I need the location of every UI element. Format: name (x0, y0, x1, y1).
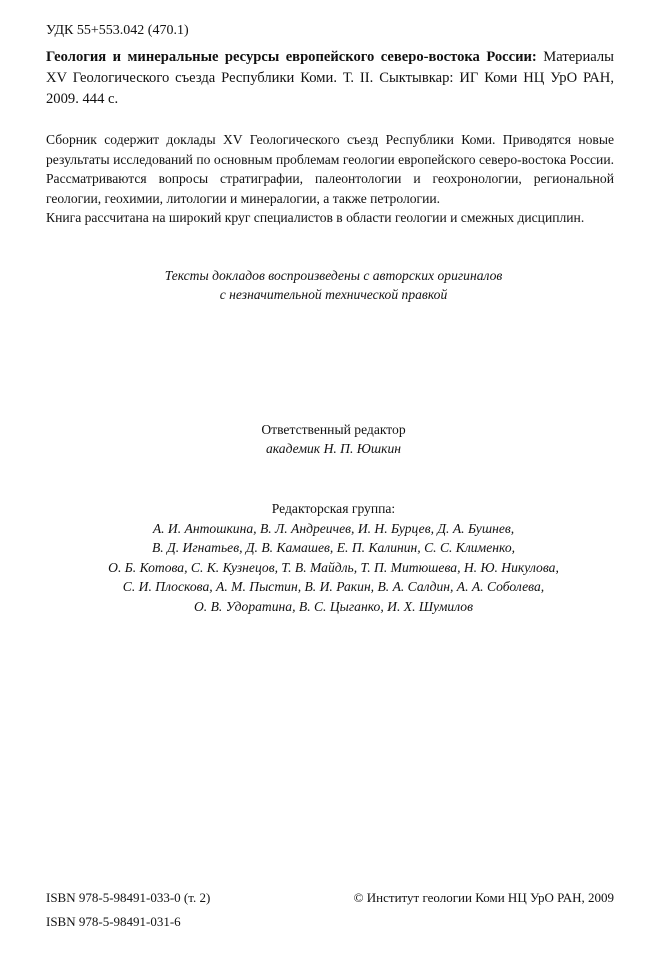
isbn-set: ISBN 978-5-98491-031-6 (46, 914, 181, 929)
members-line: О. В. Удоратина, В. С. Цыганко, И. Х. Шумилов (193, 598, 474, 614)
members-line: А. И. Антошкина, В. Л. Андреичев, И. Н. Бурцев, Д. А. Бушнев, (152, 520, 515, 536)
editor-label: Ответственный редактор (261, 422, 406, 437)
members-line: С. И. Плоскова, А. М. Пыстин, В. И. Ракин, В. А. Салдин, А. А. Соболева, (122, 579, 545, 594)
reproduction-note (0, 266, 667, 304)
editorial-group-members (0, 519, 667, 617)
bibliographic-description (46, 47, 614, 110)
publication-details: Материалы XV Геологического съезда Республики Коми. Т. II. Сыктывкар: ИГ Коми НЦ УрО РАН, 2009. 444 с. (46, 49, 614, 107)
isbn-volume: ISBN 978-5-98491-033-0 (т. 2) (46, 890, 211, 905)
book-title: Геология и минеральные ресурсы европейского северо-востока России: (46, 49, 537, 65)
editorial-group-label: Редакторская группа: (271, 501, 396, 516)
editorial-group (0, 499, 667, 616)
editor-name: академик Н. П. Юшкин (265, 441, 401, 456)
abstract (46, 130, 614, 228)
abstract-paragraph-2: Книга рассчитана на широкий круг специалистов в области геологии и смежных дисциплин. (46, 210, 585, 225)
members-line: В. Д. Игнатьев, Д. В. Камашев, Е. П. Калинин, С. С. Клименко, (151, 540, 516, 555)
abstract-paragraph-1: Сборник содержит доклады XV Геологического съезд Республики Коми. Приводятся новые результаты исследований по основным проблемам геологии европейского северо-востока России. Рассматриваются вопросы стратиграфии, палеонтологии и геохронологии, региональной геологии, геохимии, литологии и минералогии, а также петрологии. (46, 132, 614, 206)
udk-code: УДК 55+553.042 (470.1) (46, 23, 189, 38)
members-line: О. Б. Котова, С. К. Кузнецов, Т. В. Майдль, Т. П. Митюшева, Н. Ю. Никулова, (108, 559, 559, 575)
note-line-1: Тексты докладов воспроизведены с авторских оригиналов (164, 268, 503, 283)
note-line-2: с незначительной технической правкой (219, 287, 448, 302)
copyright-notice: © Институт геологии Коми НЦ УрО РАН, 2009 (353, 890, 614, 905)
chief-editor (0, 420, 667, 458)
